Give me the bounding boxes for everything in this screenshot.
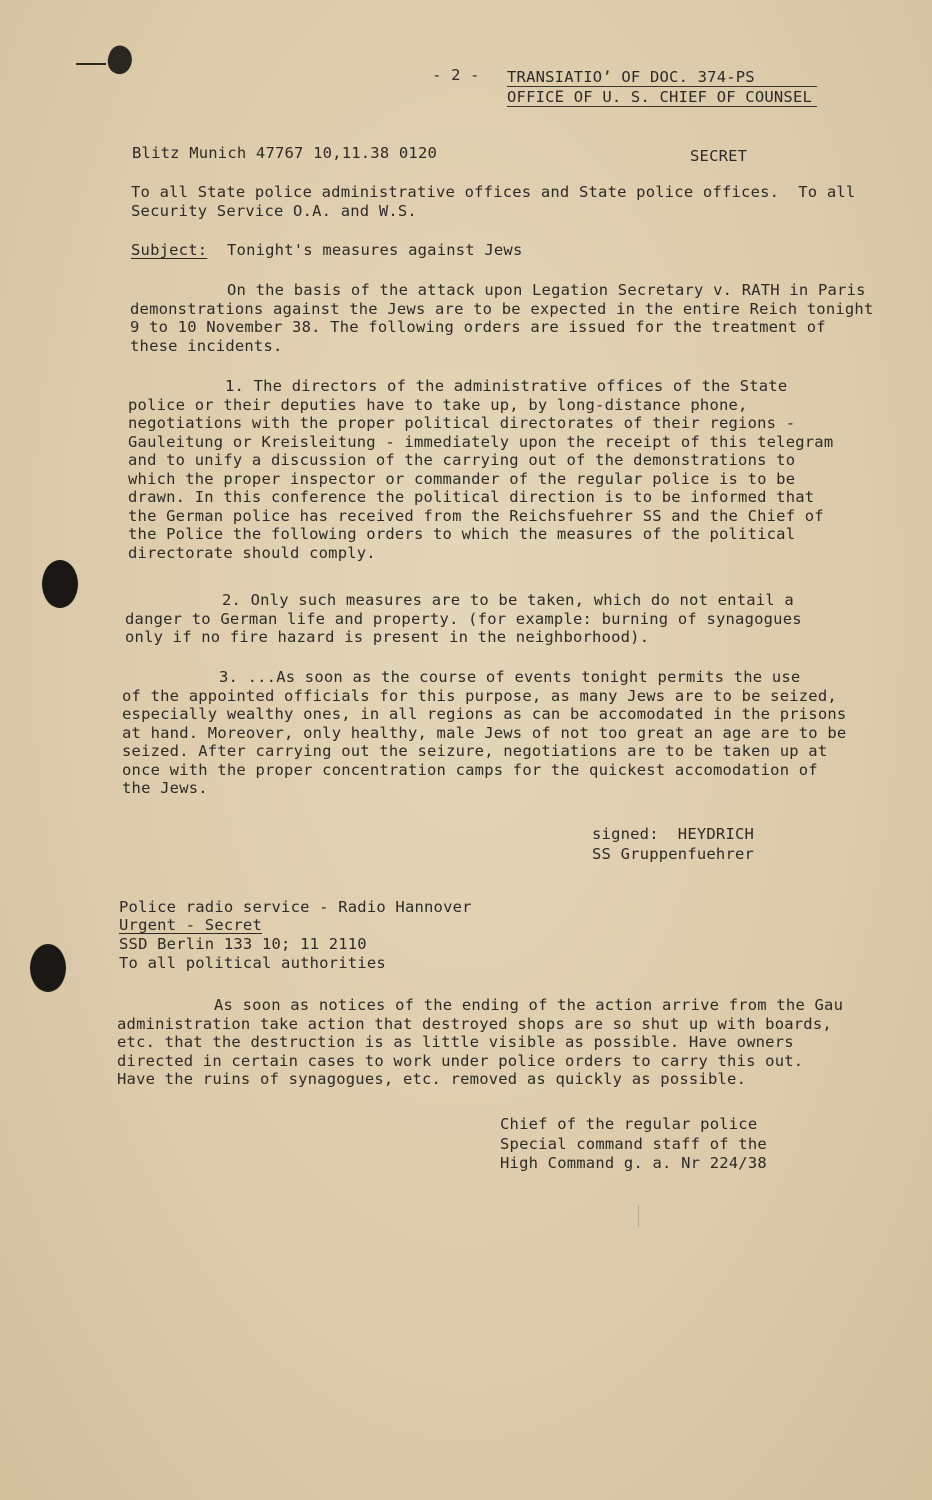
chief-signature-2: Special command staff of the — [500, 1135, 767, 1153]
signer-title: SS Gruppenfuehrer — [592, 845, 755, 863]
header-rule-top — [507, 86, 817, 87]
order-item-1: 1. The directors of the administrative offices of the State police or their deputies have to take up, by long-distance phone, negotiations with the proper political directorates of their regions - Gauleitung or Kreisleitung - immediately upon the receipt of this telegram and to unify a discussion of the carrying out of the demonstrations to which the proper inspector or commander of the regular police is to be drawn. In this conference the political direction is to be informed that the German police has received from the Reichsfuehrer SS and the Chief of the Police the following orders to which the measures of the political directorate should comply. — [128, 377, 834, 562]
order-item-3: 3. ...As soon as the course of events tonight permits the use of the appointed officials for this purpose, as many Jews are to be seized, especially wealthy ones, in all regions as can be accomodated in the prisons at hand. Moreover, only healthy, male Jews of not too great an age are to be seized. After carrying out the seizure, negotiations are to be taken up at once with the proper concentration camps for the quickest accomodation of the Jews. — [122, 668, 847, 797]
punch-hole-top — [42, 560, 78, 608]
political-authorities-line: To all political authorities — [119, 954, 386, 972]
urgency-line: Urgent - Secret — [119, 916, 262, 934]
ink-stroke — [76, 63, 106, 65]
signature-line: signed: HEYDRICH — [592, 825, 755, 843]
telegram2-body: As soon as notices of the ending of the action arrive from the Gau administration take action that destroyed shops are so shut up with boards, etc. that the destruction is as little visible as possible. Have owners directed in certain cases to work under police orders to carry this out. Have the ruins of synagogues, etc. removed as quickly as possible. — [117, 996, 844, 1088]
ink-mark — [104, 43, 136, 78]
punch-hole-bottom — [30, 944, 66, 992]
telegram-origin: Blitz Munich 47767 10,11.38 0120 — [132, 144, 438, 162]
radio-service: Police radio service - Radio Hannover — [119, 898, 472, 916]
chief-signature-1: Chief of the regular police — [500, 1115, 758, 1133]
addressees-line-2: Security Service O.A. and W.S. — [131, 202, 417, 220]
chief-signature-3: High Command g. a. Nr 224/38 — [500, 1154, 767, 1172]
intro-paragraph: On the basis of the attack upon Legation Secretary v. RATH in Paris demonstrations against the Jews are to be expected in the entire Reich tonight 9 to 10 November 38. The following orders are issued for the treatment of these incidents. — [130, 281, 874, 355]
addressees-line-1: To all State police administrative offices and State police offices. To all — [131, 183, 856, 201]
page-number: - 2 - — [432, 66, 480, 84]
subject-label: Subject: — [131, 241, 208, 259]
classification: SECRET — [690, 147, 748, 165]
order-item-2: 2. Only such measures are to be taken, which do not entail a danger to German life and property. (for example: burning of synagogues only if no fire hazard is present in the neighborhood). — [125, 591, 802, 646]
pencil-tick — [638, 1205, 639, 1227]
header-rule-bottom — [507, 106, 817, 107]
translation-line: TRANSIATIO’ OF DOC. 374-PS — [507, 68, 755, 86]
subject-text: Tonight's measures against Jews — [227, 241, 523, 259]
routing-line: SSD Berlin 133 10; 11 2110 — [119, 935, 367, 953]
office-line: OFFICΕ OF U. S. CHIEF OF COUNSEL — [507, 88, 813, 106]
